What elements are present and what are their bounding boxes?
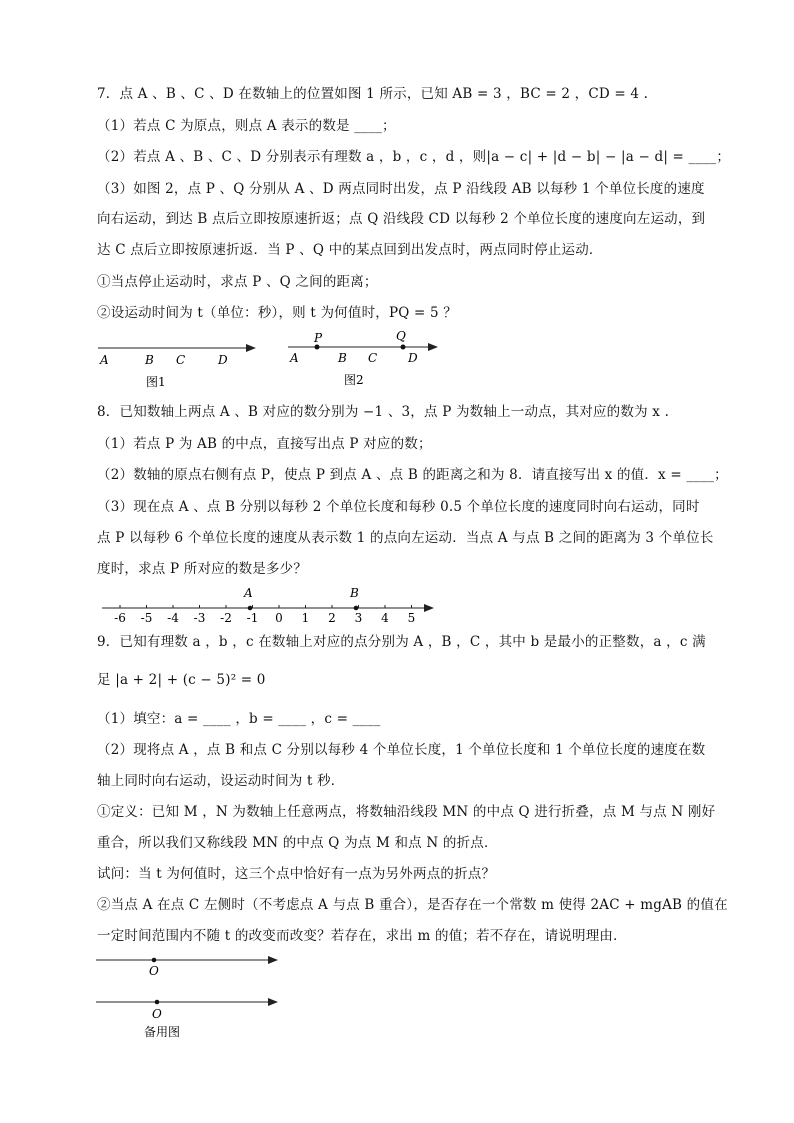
q9-axis2-label-O: O [152, 1007, 162, 1021]
q8-tick-label: 0 [275, 611, 283, 625]
fig2-label-P: P [314, 331, 323, 345]
fig1-label-C: C [176, 353, 186, 367]
q7-sub2: ②设运动时间为 t（单位：秒），则 t 为何值时，PQ = 5 ？ [97, 305, 457, 321]
q8-tick-label: -5 [140, 611, 153, 625]
q8-tick-label: 1 [301, 611, 310, 625]
fig1-label-D: D [218, 353, 228, 367]
q8-tick-label: -4 [167, 611, 179, 625]
q9-part2-line2: 轴上同时向右运动，设运动时间为 t 秒． [97, 773, 345, 789]
fig2-caption: 图2 [344, 373, 364, 387]
q7-part2: （2）若点 A 、B 、C 、D 分别表示有理数 a ，b ，c ，d ，则|a − c| + |d − b| − |a − d| = ____； [97, 149, 731, 165]
q8-part2: （2）数轴的原点右侧有点 P，使点 P 到点 A 、点 B 的距离之和为 8．请直接写出 x 的值．x = ____； [97, 467, 728, 483]
q9-part2-line1: （2）现将点 A ，点 B 和点 C 分别以每秒 4 个单位长度，1 个单位长度和 1 个单位长度的速度在数 [97, 742, 706, 758]
q8-tick-label: 5 [407, 611, 416, 625]
q9-stem-line1: 9．已知有理数 a ，b ，c 在数轴上对应的点分别为 A ，B ，C ，其中 b 是最小的正整数，a ，c 满 [97, 634, 706, 650]
fig2-label-A: A [290, 351, 299, 365]
q8-part3-line2: 点 P 以每秒 6 个单位长度的速度从表示数 1 的点向左运动．当点 A 与点 B 之间的距离为 3 个单位长 [97, 530, 714, 546]
q8-tick-label: -2 [220, 611, 232, 625]
q7-part3-line3: 达 C 点后立即按原速折返．当 P 、Q 中的某点回到出发点时，两点同时停止运动． [97, 242, 603, 258]
q7-part3-line2: 向右运动，到达 B 点后立即按原速折返；点 Q 沿线段 CD 以每秒 2 个单位长度的速度向左运动，到 [97, 211, 706, 227]
q9-definition-line1: ①定义：已知 M ，N 为数轴上任意两点，将数轴沿线段 MN 的中点 Q 进行折叠，点 M 与点 N 刚好 [97, 804, 716, 820]
q9-axis1-origin [152, 958, 157, 963]
fig2-label-D: D [408, 351, 418, 365]
q8-part1: （1）若点 P 为 AB 的中点，直接写出点 P 对应的数； [97, 436, 432, 452]
q7-sub1: ①当点停止运动时，求点 P 、Q 之间的距离； [97, 274, 378, 290]
q8-tick-label: -1 [246, 611, 259, 625]
q8-tick-label: 2 [328, 611, 336, 625]
q8-tick-label: -3 [193, 611, 206, 625]
q8-point-A [248, 606, 253, 611]
fig2-point-Q [401, 345, 406, 350]
q8-tick-label: 3 [354, 611, 363, 625]
q8-axis-label-B: B [350, 586, 359, 600]
q8-tick-label: -6 [114, 611, 126, 625]
q9-part1: （1）填空：a = ____ ，b = ____ ，c = ____ [97, 711, 381, 727]
q9-sub2-line2: 一定时间范围内不随 t 的改变而改变？若存在，求出 m 的值；若不存在，请说明理由． [97, 928, 627, 944]
q8-part3-line3: 度时，求点 P 所对应的数是多少？ [97, 561, 308, 577]
q9-axis2-origin [155, 1000, 160, 1005]
fig2-label-Q: Q [396, 329, 406, 343]
q9-axis-1 [92, 950, 287, 982]
q8-tick-label: 4 [381, 611, 389, 625]
q9-axis1-label-O: O [149, 964, 159, 978]
q9-sub2-line1: ②当点 A 在点 C 左侧时（不考虑点 A 与点 B 重合），是否存在一个常数 m 使得 2AC + mgAB 的值在 [97, 897, 728, 913]
q9-definition-line2: 重合，所以我们又称线段 MN 的中点 Q 为点 M 和点 N 的折点． [97, 835, 498, 851]
q9-axis2-caption: 备用图 [144, 1025, 181, 1039]
q8-axis-label-A: A [244, 586, 253, 600]
q7-figure-1 [90, 330, 270, 392]
q7-part1: （1）若点 C 为原点，则点 A 表示的数是 ____； [97, 118, 396, 134]
fig1-caption: 图1 [146, 375, 166, 389]
fig1-label-A: A [100, 353, 109, 367]
fig2-label-B: B [338, 351, 347, 365]
q9-question: 试问：当 t 为何值时，这三个点中恰好有一点为另外两点的折点？ [97, 866, 496, 882]
fig1-label-B: B [145, 353, 154, 367]
fig2-label-C: C [368, 351, 378, 365]
q9-axis-2 [92, 992, 287, 1044]
q7-part3-line1: （3）如图 2，点 P 、Q 分别从 A 、D 两点同时出发，点 P 沿线段 AB 以每秒 1 个单位长度的速度 [97, 181, 705, 197]
q8-part3-line1: （3）现在点 A 、点 B 分别以每秒 2 个单位长度和每秒 0.5 个单位长度的速度同时向右运动，同时 [97, 499, 700, 515]
q9-stem-line2: 足 |a + 2| + (c − 5)² = 0 [97, 672, 266, 688]
q7-figure-2 [282, 324, 447, 392]
q8-stem: 8．已知数轴上两点 A 、B 对应的数分别为 −1 、3，点 P 为数轴上一动点，其对应的数为 x . [97, 404, 670, 420]
q8-number-line [98, 584, 443, 626]
q7-stem: 7．点 A 、B 、C 、D 在数轴上的位置如图 1 所示，已知 AB = 3 ，BC = 2 ，CD = 4 . [97, 86, 649, 102]
q8-point-B [354, 606, 359, 611]
fig2-point-P [315, 345, 320, 350]
